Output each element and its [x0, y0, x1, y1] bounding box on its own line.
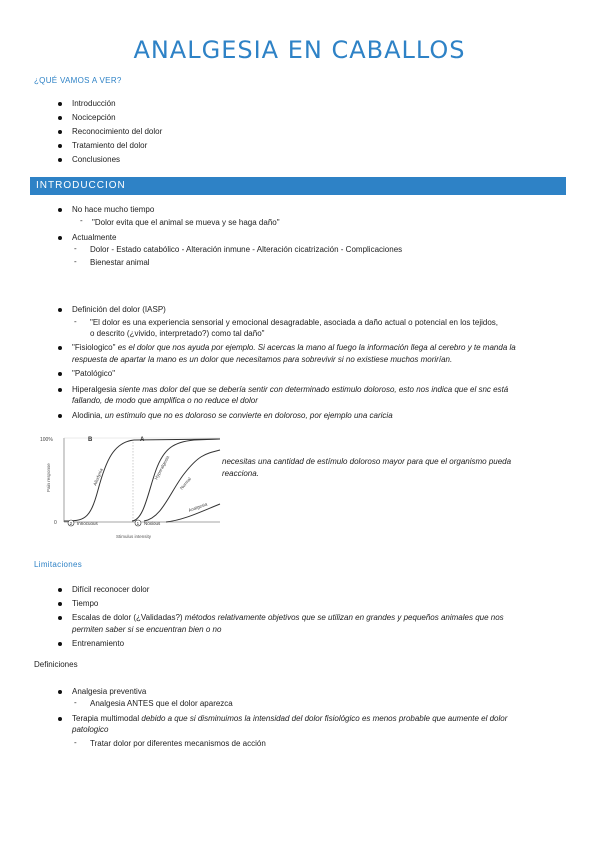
bullet: [58, 116, 62, 120]
list-item: "Patológico": [72, 369, 116, 378]
normal-label: Normal: [178, 476, 193, 491]
section-band-introduccion: INTRODUCCION: [30, 177, 566, 195]
dash-marker: -: [74, 244, 77, 253]
toc-item: Tratamiento del dolor: [72, 141, 148, 150]
term-fisiologico: "Fisiologico": [72, 343, 116, 352]
list-item: [72, 410, 393, 421]
description: siente mas dolor del que se debería sentir con determinado estimulo doloroso, esto nos indica que el snc está: [116, 385, 509, 394]
bullet: [58, 616, 62, 620]
description: debido a que si disminuimos la intensidad del dolor fisiológico es menos probable que aumente el dolor: [139, 714, 508, 723]
bullet: [58, 602, 62, 606]
bullet: [58, 158, 62, 162]
list-item: Definición del dolor (IASP): [72, 305, 166, 314]
bullet: [58, 388, 62, 392]
description: , un estimulo que no es doloroso se convierte en doloroso, por ejemplo una caricia: [100, 411, 393, 420]
bullet: [58, 308, 62, 312]
label-b: B: [88, 437, 93, 443]
list-item: Actualmente: [72, 233, 117, 242]
dash-marker: -: [74, 738, 77, 747]
bullet: [58, 414, 62, 418]
bullet: [58, 642, 62, 646]
list-item-continuation: permiten saber si se encuentran bien o no: [72, 625, 222, 634]
marker-1: 1: [136, 521, 140, 526]
list-item-continuation: fallando, de modo que amplifica o no reduce el dolor: [72, 396, 258, 405]
toc-item: Reconocimiento del dolor: [72, 127, 163, 136]
list-item: Analgesia preventiva: [72, 687, 147, 696]
allodynia-label: Allodynia: [92, 467, 104, 487]
bullet: [58, 236, 62, 240]
bullet: [58, 144, 62, 148]
list-subitem: Tratar dolor por diferentes mecanismos de acción: [90, 739, 266, 748]
list-subitem: Dolor - Estado catabólico - Alteración inmune - Alteración cicatrización - Complicaciones: [90, 245, 403, 254]
y-tick-0: 0: [54, 520, 57, 526]
marker-2: 2: [69, 521, 73, 526]
term-hiperalgesia: Hiperalgesia: [72, 385, 117, 394]
list-item: [72, 342, 516, 353]
list-subitem-continuation: o descrito (¿vivido, interpretado?) como tal daño": [90, 329, 265, 338]
hyperalgesia-curve: [132, 439, 220, 521]
list-subitem: Bienestar animal: [90, 258, 150, 267]
bullet: [58, 690, 62, 694]
toc-item: Nocicepción: [72, 113, 116, 122]
heading-definiciones: Definiciones: [34, 660, 78, 669]
x-axis-label: Stimulus intensity: [116, 534, 152, 539]
y-tick-100: 100%: [40, 437, 53, 443]
hyperalgesia-label: Hyperalgesia: [153, 454, 171, 481]
dash-marker: -: [80, 216, 83, 225]
dash-marker: -: [74, 698, 77, 707]
list-item: [72, 384, 508, 395]
description: es el dolor que nos ayuda por ejemplo. Si acercas la mano al fuego la información llega al cerebro y te manda la: [115, 343, 516, 352]
figure-caption-continuation: reacciona.: [222, 469, 259, 478]
region-noxious: Noxious: [144, 521, 161, 526]
list-item: No hace mucho tiempo: [72, 205, 155, 214]
term-alodinia: Alodinia: [72, 411, 101, 420]
list-item: Difícil reconocer dolor: [72, 585, 150, 594]
bullet: [58, 588, 62, 592]
list-item: Tiempo: [72, 599, 99, 608]
bullet: [58, 208, 62, 212]
pain-response-figure: [36, 430, 222, 546]
toc-item: Conclusiones: [72, 155, 121, 164]
y-axis-label: Pain response: [46, 463, 51, 492]
bullet: [58, 346, 62, 350]
bullet: [58, 372, 62, 376]
toc-item: Introducción: [72, 99, 116, 108]
region-innocuous: Innocuous: [77, 521, 98, 526]
list-item: [72, 612, 504, 623]
term-escalas: Escalas de dolor (¿Validadas?): [72, 613, 183, 622]
list-subitem: "El dolor es una experiencia sensorial y emocional desagradable, asociada a daño actual o potencial en los tejidos,: [90, 318, 498, 327]
description: métodos relativamente objetivos que se utilizan en grandes y pequeños animales que nos: [182, 613, 504, 622]
dash-marker: -: [74, 317, 77, 326]
bullet: [58, 717, 62, 721]
term-terapia-multimodal: Terapia multimodal: [72, 714, 140, 723]
list-item-continuation: patologico: [72, 725, 109, 734]
analgesia-label: Analgesia: [187, 501, 208, 513]
dash-marker: -: [74, 257, 77, 266]
list-subitem: Analgesia ANTES que el dolor aparezca: [90, 699, 233, 708]
list-item: [72, 713, 507, 724]
toc-heading: ¿QUÉ VAMOS A VER?: [34, 76, 122, 85]
heading-limitaciones: Limitaciones: [34, 560, 83, 569]
page-title: ANALGESIA EN CABALLOS: [133, 36, 466, 64]
bullet: [58, 130, 62, 134]
figure-caption: necesitas una cantidad de estímulo doloroso mayor para que el organismo pueda: [222, 457, 512, 466]
list-item: Entrenamiento: [72, 639, 125, 648]
label-a: A: [140, 437, 145, 443]
list-subitem: "Dolor evita que el animal se mueva y se haga daño": [92, 218, 280, 227]
list-item-continuation: respuesta de apartar la mano es un dolor que necesitamos para sobrevivir si no existiese muchos morirían.: [72, 355, 453, 364]
bullet: [58, 102, 62, 106]
